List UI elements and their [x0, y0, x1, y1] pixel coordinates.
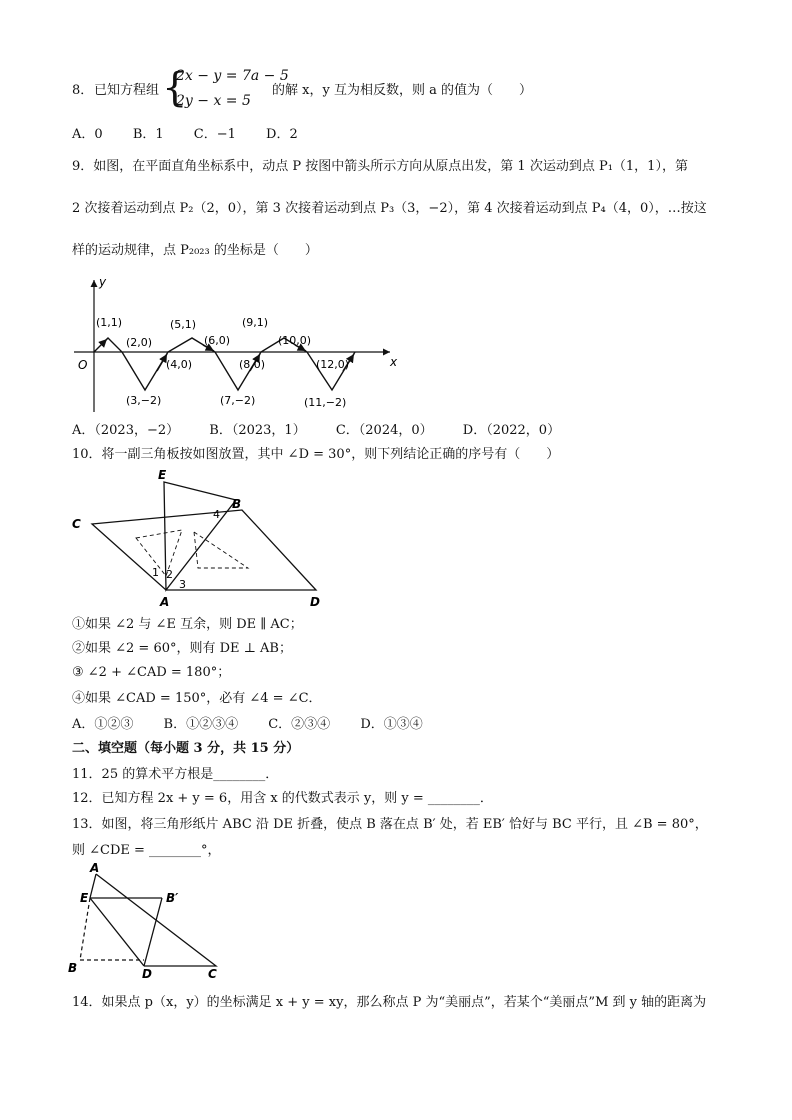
q13-segment-b-prime-d: [144, 898, 162, 966]
q12: 12．已知方程 2x + y = 6，用含 x 的代数式表示 y，则 y = ________．: [72, 791, 493, 806]
q8-option-a: A．0: [72, 127, 103, 142]
q9-axis-x-label: x: [390, 355, 398, 369]
q10-option-b: B．①②③④: [163, 717, 239, 732]
q9-label-p5: (5,1): [170, 318, 197, 331]
q8-suffix: 的解 x，y 互为相反数，则 a 的值为（ ）: [272, 83, 532, 98]
q9-line-2: 2 次接着运动到点 P₂（2，0），第 3 次接着运动到点 P₃（3，−2），第 4 次接着运动到点 P₄（4，0），…按这: [72, 201, 707, 216]
q10-angle-3: 3: [179, 578, 186, 591]
q9-label-p6: (6,0): [204, 334, 231, 347]
section-2-heading: 二、填空题（每小题 3 分，共 15 分）: [72, 741, 300, 756]
q10-label-c: C: [72, 517, 81, 531]
q8-prefix: 已知方程组: [94, 83, 160, 98]
q11: 11．25 的算术平方根是________．: [72, 767, 279, 782]
q13-label-c: C: [208, 967, 217, 980]
q13-label-b-prime: B′: [166, 891, 179, 905]
q8-equation-2: 2y − x = 5: [176, 93, 251, 109]
q9-label-p7: (7,−2): [220, 394, 256, 407]
q10-line-1: 10．将一副三角板按如图放置，其中 ∠D = 30°，则下列结论正确的序号有（ ）: [72, 447, 560, 462]
q10-option-c: C．②③④: [268, 717, 331, 732]
q13-figure: [66, 862, 236, 980]
q13-fold-de: [90, 898, 144, 966]
q13-label-d: D: [142, 967, 152, 980]
q8-options: [72, 126, 324, 144]
q9-label-p9: (9,1): [242, 316, 269, 329]
q10-label-a: A: [160, 595, 170, 609]
q9-option-c: C．（2024，0）: [335, 423, 433, 438]
q8-option-c: C．−1: [193, 127, 236, 142]
q9-label-p3: (3,−2): [126, 394, 162, 407]
q10-label-d: D: [310, 595, 320, 609]
q10-label-e: E: [158, 468, 167, 482]
q9-option-b: B．（2023，1）: [209, 423, 306, 438]
q8-number: 8．: [72, 83, 94, 98]
q10-statement-4: ④如果 ∠CAD = 150°，必有 ∠4 = ∠C．: [72, 691, 322, 706]
q10-option-a: A．①②③: [72, 717, 134, 732]
q10-options: [72, 716, 449, 734]
q13-line-1: 13．如图，将三角形纸片 ABC 沿 DE 折叠，使点 B 落在点 B′ 处，若 EB′ 恰好与 BC 平行，且 ∠B = 80°，: [72, 817, 708, 832]
q9-option-a: A．（2023，−2）: [72, 423, 180, 438]
q9-axis-y-label: y: [99, 275, 107, 289]
q9-label-p4: (4,0): [166, 358, 193, 371]
q13-line-2: 则 ∠CDE = ________°，: [72, 843, 221, 858]
q10-angle-1: 1: [152, 566, 159, 579]
q13-label-b: B: [68, 961, 78, 975]
q10-statement-2: ②如果 ∠2 = 60°，则有 DE ⊥ AB；: [72, 641, 292, 656]
q9-option-d: D．（2022，0）: [462, 423, 561, 438]
q8-option-d: D．2: [266, 127, 298, 142]
q10-angle-2: 2: [166, 568, 173, 581]
q9-label-p1: (1,1): [96, 316, 123, 329]
q10-inner-dashed-right: [194, 532, 248, 568]
q9-label-p12: (12,0): [316, 358, 350, 371]
q10-triangle-acd: [92, 510, 316, 590]
q13-label-e: E: [80, 891, 89, 905]
q13-dashed-eb: [80, 898, 90, 960]
q10-figure: [66, 466, 336, 610]
q9-label-p2: (2,0): [126, 336, 153, 349]
q13-side-ab: [90, 874, 96, 898]
q9-origin-label: O: [78, 358, 88, 372]
q10-statement-1: ①如果 ∠2 与 ∠E 互余，则 DE ∥ AC；: [72, 617, 303, 632]
q9-label-p8: (8,0): [239, 358, 266, 371]
q9-options: [72, 422, 586, 440]
q9-line-1: 9．如图，在平面直角坐标系中，动点 P 按图中箭头所示方向从原点出发，第 1 次运动到点 P₁（1，1），第: [72, 159, 688, 174]
q9-graph: [70, 272, 410, 417]
q9-label-p10: (10,0): [278, 334, 312, 347]
q8-brace: {: [162, 65, 188, 111]
q13-label-a: A: [90, 862, 100, 875]
q9-label-p11: (11,−2): [304, 396, 347, 409]
q8-equation-1: 2x − y = 7a − 5: [176, 68, 289, 84]
q8-option-b: B．1: [132, 127, 164, 142]
q9-line-3: 样的运动规律，点 P₂₀₂₃ 的坐标是（ ）: [72, 243, 318, 258]
q14: 14．如果点 p（x，y）的坐标满足 x + y = xy，那么称点 P 为“美丽点”，若某个“美丽点”M 到 y 轴的距离为: [72, 995, 707, 1010]
q10-statement-3: ③ ∠2 + ∠CAD = 180°；: [72, 665, 231, 680]
q10-angle-4: 4: [213, 508, 220, 521]
q10-option-d: D．①③④: [360, 717, 423, 732]
q10-label-b: B: [232, 497, 242, 511]
